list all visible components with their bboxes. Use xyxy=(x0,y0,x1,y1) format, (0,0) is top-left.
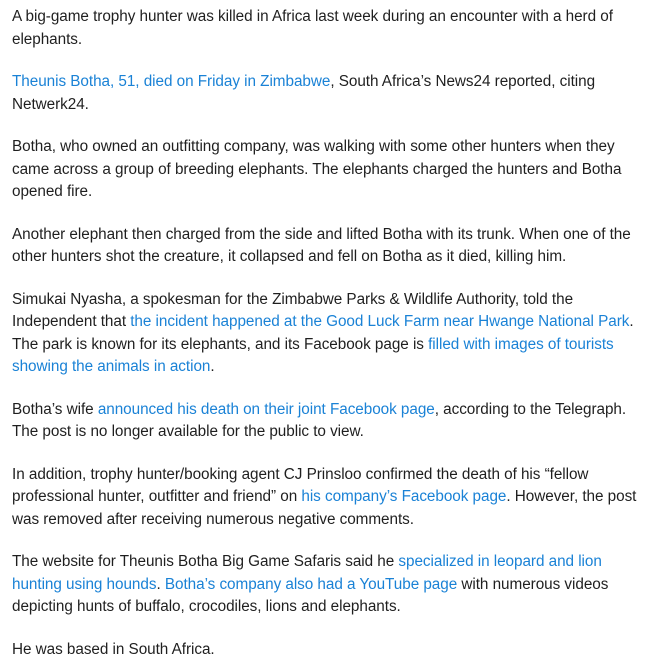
paragraph-based xyxy=(12,639,655,661)
paragraph-text: In addition, trophy hunter/booking agent CJ Prinsloo confirmed the death of his “fellow professional hunter, outfitter and friend” on xyxy=(12,466,588,506)
link-company-facebook-page[interactable]: his company’s Facebook page xyxy=(301,488,506,505)
paragraph-spokesman xyxy=(12,289,655,379)
paragraph-website xyxy=(12,551,655,619)
link-leopard-lion-hunting[interactable]: specialized in leopard and lion hunting using hounds xyxy=(12,553,602,593)
paragraph-prinsloo xyxy=(12,464,655,532)
paragraph-text: Botha’s wife xyxy=(12,401,98,418)
paragraph-text: , South Africa’s News24 reported, citing Netwerk24. xyxy=(12,73,595,113)
paragraph-text: with numerous videos depicting hunts of buffalo, crocodiles, lions and elephants. xyxy=(12,576,608,616)
paragraph-wife xyxy=(12,399,655,444)
link-facebook-images[interactable]: filled with images of tourists showing the animals in action xyxy=(12,336,614,376)
paragraph-intro xyxy=(12,6,655,51)
paragraph-text: Simukai Nyasha, a spokesman for the Zimbabwe Parks & Wildlife Authority, told the Independent that xyxy=(12,291,573,331)
paragraph-text: . xyxy=(156,576,164,593)
link-good-luck-farm[interactable]: the incident happened at the Good Luck Farm near Hwange National Park xyxy=(130,313,629,330)
paragraph-text: . xyxy=(210,358,214,375)
paragraph-text: He was based in South Africa. xyxy=(12,641,215,658)
paragraph-text: Another elephant then charged from the side and lifted Botha with its trunk. When one of the other hunters shot the creature, it collapsed and fell on Botha as it died, killing him. xyxy=(12,226,631,266)
paragraph-encounter xyxy=(12,136,655,204)
link-died-in-zimbabwe[interactable]: Theunis Botha, 51, died on Friday in Zimbabwe xyxy=(12,73,330,90)
paragraph-text: . However, the post was removed after receiving numerous negative comments. xyxy=(12,488,636,528)
paragraph-text: . The park is known for its elephants, and its Facebook page is xyxy=(12,313,634,353)
paragraph-text: Botha, who owned an outfitting company, was walking with some other hunters when they came across a group of breeding elephants. The elephants charged the hunters and Botha opened fire. xyxy=(12,138,621,200)
paragraph-text: The website for Theunis Botha Big Game Safaris said he xyxy=(12,553,398,570)
paragraph-text: A big-game trophy hunter was killed in Africa last week during an encounter with a herd of elephants. xyxy=(12,8,613,48)
paragraph-death-report xyxy=(12,71,655,116)
link-joint-facebook-page[interactable]: announced his death on their joint Facebook page xyxy=(98,401,435,418)
link-youtube-page[interactable]: Botha’s company also had a YouTube page xyxy=(165,576,457,593)
paragraph-trunk-attack xyxy=(12,224,655,269)
paragraph-text: , according to the Telegraph. The post is no longer available for the public to view. xyxy=(12,401,626,441)
